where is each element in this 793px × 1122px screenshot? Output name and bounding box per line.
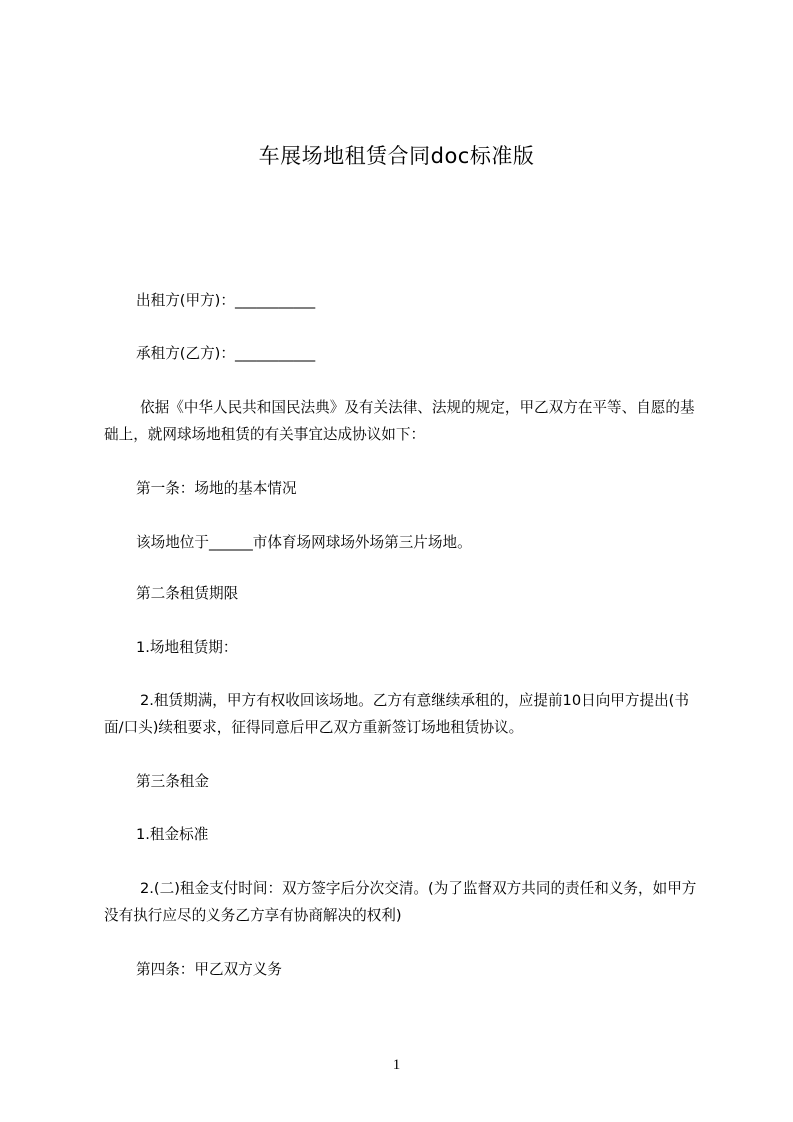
article-1-heading: 第一条：场地的基本情况 — [136, 480, 297, 497]
rent-standard-item: 1.租金标准 — [136, 826, 209, 843]
lessor-line: 出租方(甲方)：___________ — [136, 292, 316, 309]
article-4-heading: 第四条：甲乙双方义务 — [136, 961, 282, 978]
lessee-line: 承租方(乙方)：___________ — [136, 345, 316, 362]
article-2-heading: 第二条租赁期限 — [136, 585, 239, 602]
lease-expiry-paragraph: 2.租赁期满，甲方有权收回该场地。乙方有意继续承租的，应提前10日向甲方提出(书面/口头)续租要求，征得同意后甲乙双方重新签订场地租赁协议。 — [104, 692, 689, 736]
site-location-paragraph: 该场地位于______市体育场网球场外场第三片场地。 — [136, 534, 472, 551]
lease-term-item: 1.场地租赁期： — [136, 639, 238, 656]
document-title: 车展场地租赁合同doc标准版 — [258, 144, 535, 168]
page-number: 1 — [392, 1057, 401, 1073]
article-3-heading: 第三条租金 — [136, 773, 209, 790]
preamble-paragraph: 依据《中华人民共和国民法典》及有关法律、法规的规定，甲乙双方在平等、自愿的基础上，就网球场地租赁的有关事宜达成协议如下： — [104, 399, 695, 443]
rent-payment-paragraph: 2.(二)租金支付时间：双方签字后分次交清。(为了监督双方共同的责任和义务，如甲方没有执行应尽的义务乙方享有协商解决的权利) — [104, 880, 697, 924]
